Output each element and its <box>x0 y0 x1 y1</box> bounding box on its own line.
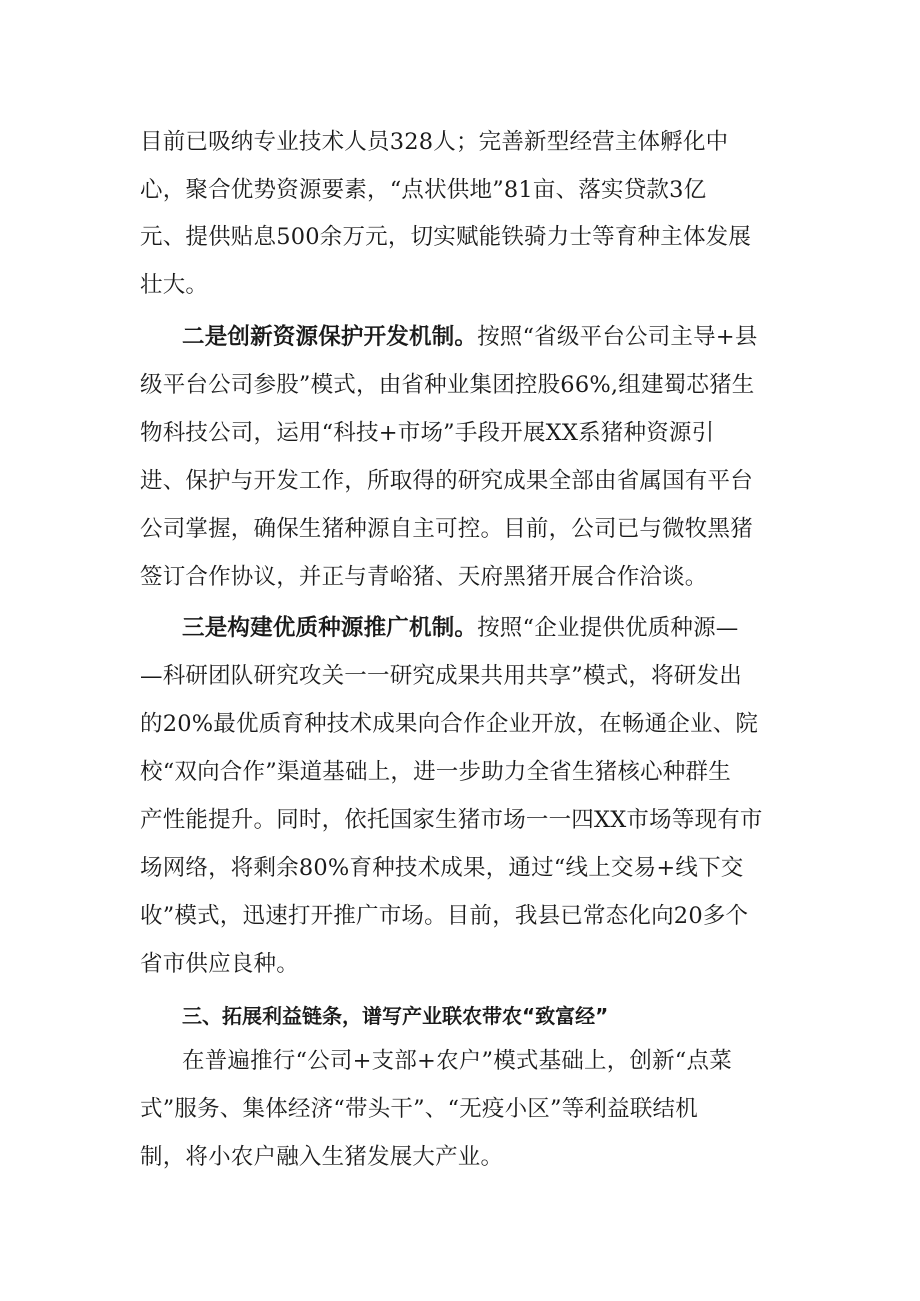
paragraph-3-lead: 三是构建优质种源推广机制。 <box>182 615 478 641</box>
paragraph-3-line-5: 产性能提升。同时，依托国家生猪市场一一四XX市场等现有市 <box>140 807 763 833</box>
paragraph-1-line-3: 元、提供贴息500余万元，切实赋能铁骑力士等育种主体发展 <box>140 224 752 250</box>
paragraph-2-line-1 <box>182 322 780 352</box>
paragraph-4-line-3: 制，将小农户融入生猪发展大产业。 <box>140 1144 504 1170</box>
paragraph-3-first-rest: 按照“企业提供优质种源— <box>477 615 739 641</box>
section-heading: 三、拓展利益链条，谱写产业联农带农“致富经” <box>182 1004 609 1028</box>
paragraph-3-line-2: —科研团队研究攻关一一研究成果共用共享”模式，将研发出 <box>140 663 742 689</box>
paragraph-3-line-6: 场网络，将剩余80%育种技术成果，通过“线上交易+线下交 <box>140 855 744 881</box>
paragraph-1-line-4: 壮大。 <box>140 272 209 298</box>
paragraph-2-lead: 二是创新资源保护开发机制。 <box>182 324 478 350</box>
paragraph-3-line-7: 收”模式，迅速打开推广市场。目前，我县已常态化向20多个 <box>140 903 749 929</box>
paragraph-1-line-1: 目前已吸纳专业技术人员328人；完善新型经营主体孵化中 <box>140 129 729 155</box>
paragraph-2-line-4: 进、保护与开发工作，所取得的研究成果全部由省属国有平台 <box>140 468 753 494</box>
paragraph-3-line-4: 校“双向合作”渠道基础上，进一步助力全省生猪核心种群生 <box>140 759 731 785</box>
paragraph-1-line-2: 心，聚合优势资源要素，“点状供地”81亩、落实贷款3亿 <box>140 177 707 203</box>
paragraph-2-line-6: 签订合作协议，并正与青峪猪、天府黑猪开展合作洽谈。 <box>140 564 708 590</box>
paragraph-4-line-2: 式”服务、集体经济“带头干”、“无疫小区”等利益联结机 <box>140 1096 698 1122</box>
paragraph-3-line-3: 的20%最优质育种技术成果向合作企业开放，在畅通企业、院 <box>140 711 759 737</box>
paragraph-2-first-rest: 按照“省级平台公司主导+县 <box>477 324 758 350</box>
paragraph-3-line-8: 省市供应良种。 <box>140 951 299 977</box>
paragraph-3-line-1 <box>182 613 780 643</box>
paragraph-2-line-2: 级平台公司参股”模式，由省种业集团控股66%,组建蜀芯猪生 <box>140 372 755 398</box>
paragraph-4-line-1: 在普遍推行“公司+支部+农户”模式基础上，创新“点菜 <box>182 1048 732 1074</box>
paragraph-2-line-5: 公司掌握，确保生猪种源自主可控。目前，公司已与微牧黑猪 <box>140 516 753 542</box>
paragraph-2-line-3: 物科技公司，运用“科技+市场”手段开展XX系猪种资源引 <box>140 420 715 446</box>
